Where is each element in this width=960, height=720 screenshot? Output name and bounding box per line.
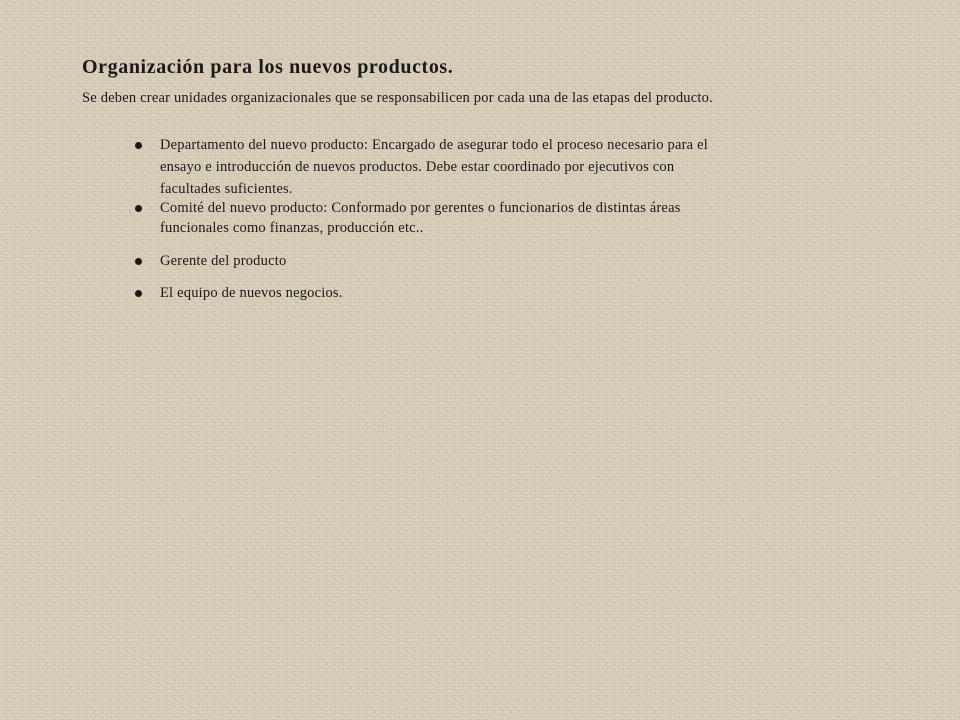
bullet-line: El equipo de nuevos negocios. [160,285,343,301]
bullet-item-departamento [132,134,872,200]
bullet-dot-icon [135,258,142,265]
bullet-dot-icon [135,142,142,149]
bullet-dot-icon [135,205,142,212]
bullet-line: funcionales como finanzas, producción etc.. [160,220,424,236]
slide-subtitle: Se deben crear unidades organizacionales que se responsabilicen por cada una de las etapas del producto. [82,90,713,106]
bullet-dot-icon [135,290,142,297]
bullet-item-gerente [132,250,872,272]
bullet-item-equipo [132,282,872,304]
bullet-item-comite [132,198,872,238]
bullet-line: Comité del nuevo producto: Conformado por gerentes o funcionarios de distintas áreas [160,200,681,216]
slide-title: Organización para los nuevos productos. [82,56,454,78]
bullet-list [132,134,872,304]
bullet-line: ensayo e introducción de nuevos productos. Debe estar coordinado por ejecutivos con [160,159,675,175]
bullet-line: Gerente del producto [160,253,287,269]
bullet-line: Departamento del nuevo producto: Encargado de asegurar todo el proceso necesario para el [160,137,708,153]
bullet-line: facultades suficientes. [160,181,293,197]
